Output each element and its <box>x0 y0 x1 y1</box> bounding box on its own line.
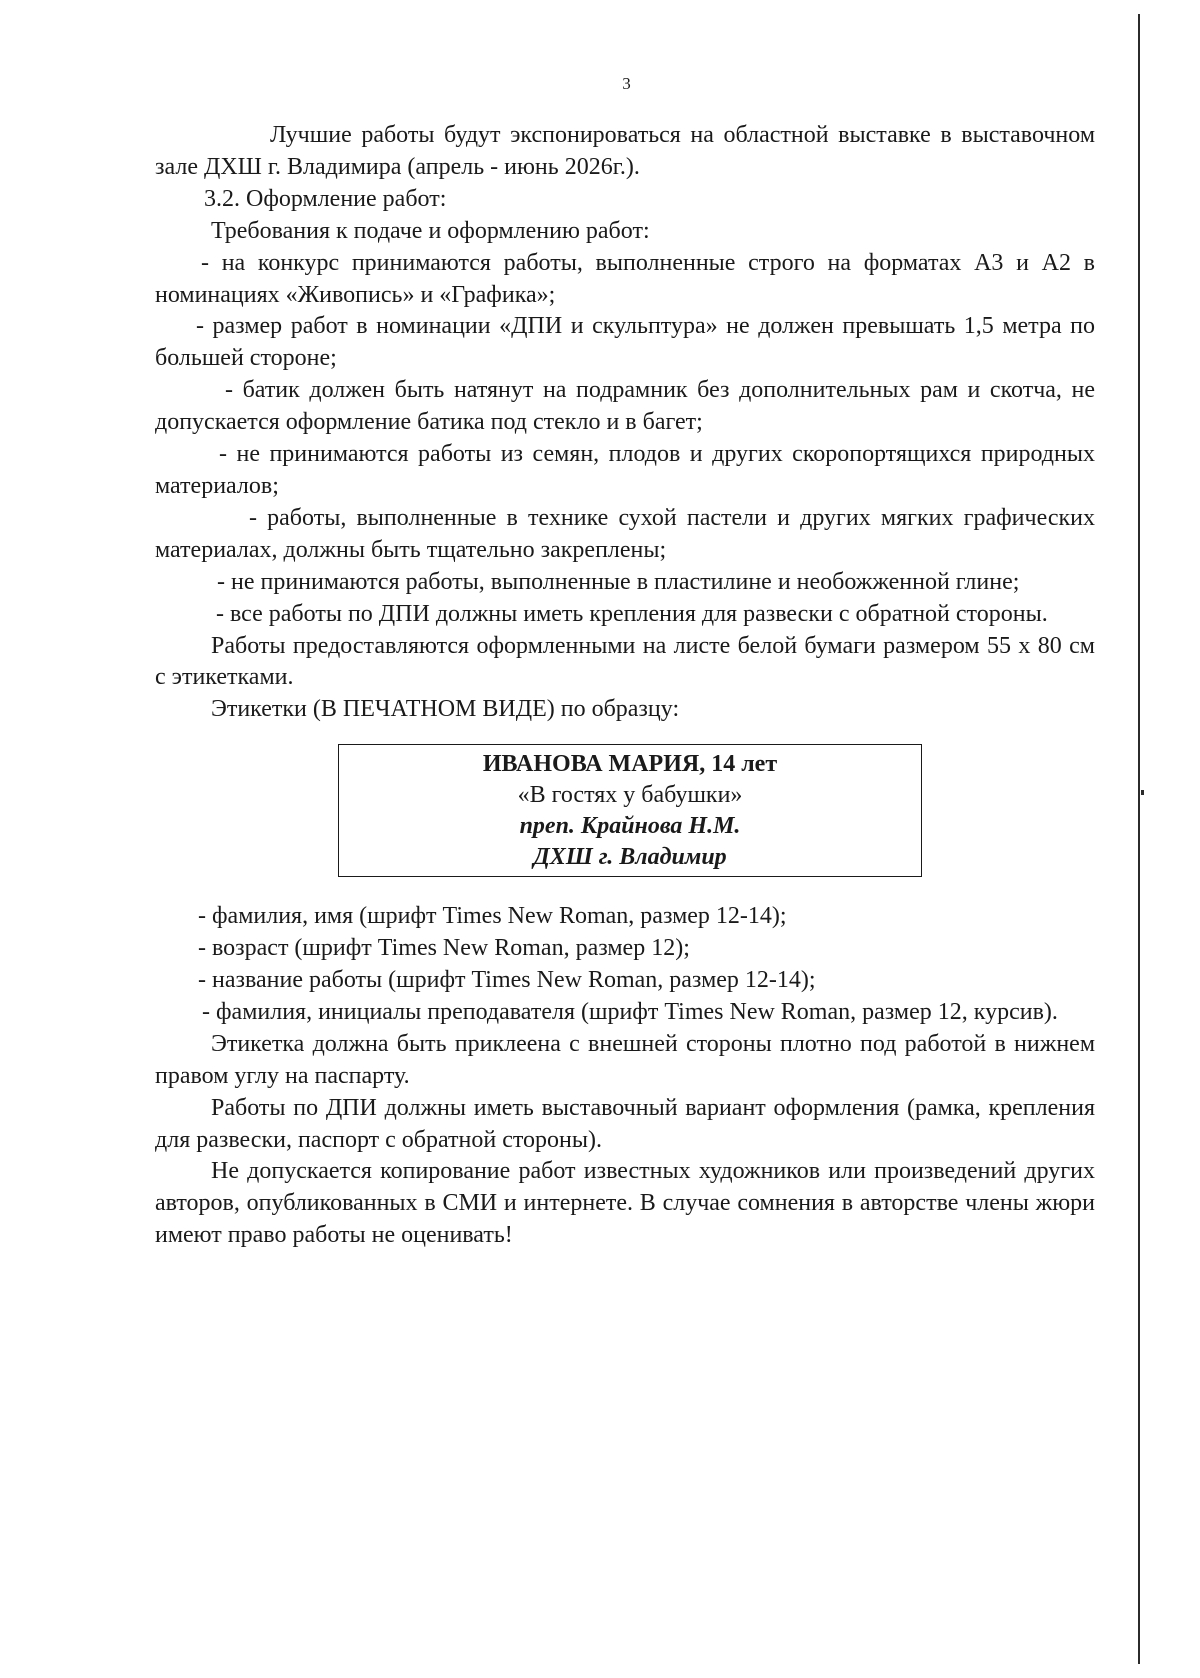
paragraph: Лучшие работы будут экспонироваться на областной выставке в выставочном зале ДХШ г. Владимира (апрель - июнь 2026г.). <box>155 122 1095 180</box>
list-item: - размер работ в номинации «ДПИ и скульптура» не должен превышать 1,5 метра по большей стороне; <box>155 313 1095 372</box>
document-body <box>155 120 1095 1252</box>
list-item: - название работы (шрифт Times New Roman, размер 12-14); <box>198 967 816 994</box>
paragraph: Этикетка должна быть приклеена с внешней стороны плотно под работой в нижнем правом углу на паспарту. <box>155 1030 1095 1089</box>
list-item: - на конкурс принимаются работы, выполненные строго на форматах А3 и А2 в номинациях «Живопись» и «Графика»; <box>155 249 1095 308</box>
sample-label-name: ИВАНОВА МАРИЯ, 14 лет <box>482 751 778 778</box>
paragraph: Требования к подаче и оформлению работ: <box>211 217 650 244</box>
list-item: - фамилия, имя (шрифт Times New Roman, размер 12-14); <box>198 903 787 930</box>
list-item: - не принимаются работы, выполненные в пластилине и необожженной глине; <box>217 568 1020 595</box>
sample-label-title: «В гостях у бабушки» <box>517 782 743 809</box>
sample-label-school: ДХШ г. Владимир <box>533 844 727 871</box>
paragraph: Этикетки (В ПЕЧАТНОМ ВИДЕ) по образцу: <box>211 696 680 723</box>
paragraph: Работы предоставляются оформленными на листе белой бумаги размером 55 х 80 см с этикетками. <box>155 632 1095 691</box>
list-item: - фамилия, инициалы преподавателя (шрифт Times New Roman, размер 12, курсив). <box>202 998 1058 1025</box>
section-heading: 3.2. Оформление работ: <box>204 185 447 212</box>
list-item: - все работы по ДПИ должны иметь крепления для развески с обратной стороны. <box>216 600 1048 627</box>
sample-label-teacher: преп. Крайнова Н.М. <box>519 813 741 840</box>
scan-mark <box>1141 790 1144 795</box>
list-item: - батик должен быть натянут на подрамник без дополнительных рам и скотча, не допускается оформление батика под стекло и в багет; <box>155 377 1095 436</box>
list-item: - возраст (шрифт Times New Roman, размер 12); <box>198 935 690 962</box>
paragraph: Работы по ДПИ должны иметь выставочный вариант оформления (рамка, крепления для развески, паспорт с обратной стороны). <box>155 1094 1095 1153</box>
list-item: - работы, выполненные в технике сухой пастели и других мягких графических материалах, должны быть тщательно закреплены; <box>155 504 1095 563</box>
paragraph: Не допускается копирование работ известных художников или произведений других авторов, опубликованных в СМИ и интернете. В случае сомнения в авторстве члены жюри имеют право работы не оценивать! <box>155 1158 1095 1249</box>
page-number: 3 <box>622 74 631 93</box>
scan-edge-line <box>1138 14 1140 1664</box>
list-item: - не принимаются работы из семян, плодов и других скоропортящихся природных материалов; <box>155 441 1095 499</box>
sample-label-box <box>338 744 922 877</box>
